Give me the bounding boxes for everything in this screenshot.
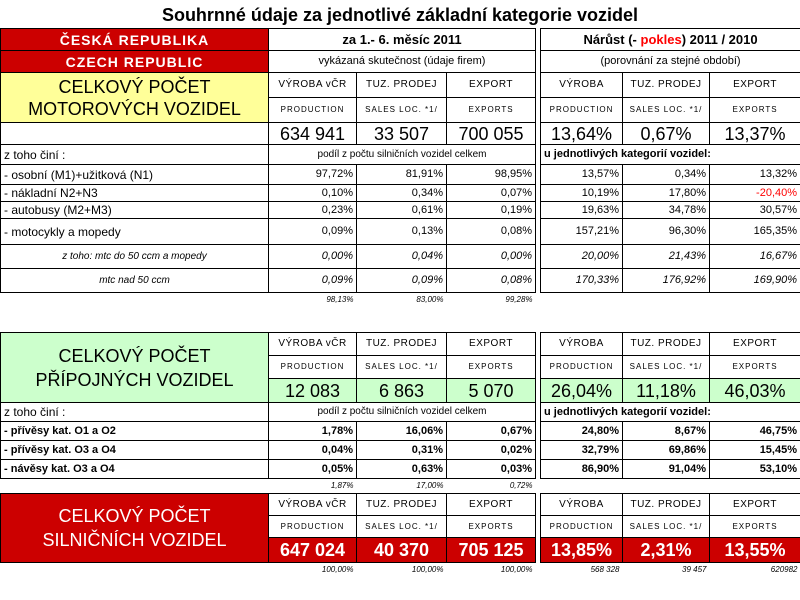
cell: 0,00% — [447, 245, 536, 269]
footnote: 568 328 — [590, 564, 620, 574]
road-vehicles-table — [0, 493, 800, 577]
cell: 16,06% — [357, 422, 447, 441]
cell: 0,09% — [269, 219, 357, 245]
road-label-2: SILNIČNÍCH VOZIDEL — [42, 530, 227, 550]
footnote: 39 457 — [682, 564, 707, 574]
col-export: EXPORT — [710, 73, 800, 98]
cell: 69,86% — [623, 441, 710, 460]
footnote: 620982 — [770, 564, 798, 574]
cell: 0,04% — [269, 441, 357, 460]
motor-vehicles-table — [0, 28, 800, 307]
cell: 0,04% — [357, 245, 447, 269]
col-exports: EXPORTS — [710, 98, 800, 123]
col-vyroba: VÝROBA — [541, 73, 623, 98]
growth-sub: (porovnání za stejné období) — [541, 51, 800, 73]
cell: 176,92% — [623, 269, 710, 293]
motor-label-1: CELKOVÝ POČET — [58, 76, 211, 97]
col-exports: EXPORTS — [447, 356, 536, 379]
cell: 0,19% — [447, 202, 536, 219]
row-label: - autobusy (M2+M3) — [1, 202, 269, 219]
footnote: 17,00% — [416, 480, 444, 490]
col-vyroba: VÝROBA — [541, 494, 623, 516]
total-value: 13,85% — [541, 538, 623, 563]
cell: 21,43% — [623, 245, 710, 269]
col-production: PRODUCTION — [269, 516, 357, 538]
col-production: PRODUCTION — [269, 356, 357, 379]
cell: 19,63% — [541, 202, 623, 219]
col-sales: SALES LOC. *1/ — [357, 356, 447, 379]
footnote: 99,28% — [505, 294, 533, 304]
cell: 0,05% — [269, 460, 357, 479]
cell: 96,30% — [623, 219, 710, 245]
cell: 169,90% — [710, 269, 800, 293]
col-production: PRODUCTION — [269, 98, 357, 123]
footnote: 98,13% — [326, 294, 354, 304]
table-row — [1, 422, 800, 441]
cell: 17,80% — [623, 185, 710, 202]
footnote: 100,00% — [411, 564, 444, 574]
cell: 0,61% — [357, 202, 447, 219]
total-value: 6 863 — [357, 379, 447, 403]
trailer-label-2: PŘÍPOJNÝCH VOZIDEL — [35, 369, 234, 390]
row-label: - nákladní N2+N3 — [1, 185, 269, 202]
category-label: u jednotlivých kategorií vozidel: — [541, 145, 800, 165]
cell: 98,95% — [447, 165, 536, 185]
motor-label-2: MOTOROVÝCH VOZIDEL — [28, 98, 241, 119]
col-tuz: TUZ. PRODEJ — [357, 494, 447, 516]
col-tuz: TUZ. PRODEJ — [357, 333, 447, 356]
col-vyroba: VÝROBA — [541, 333, 623, 356]
growth-label-pre: Nárůst (- — [583, 32, 637, 47]
table-row — [1, 165, 800, 185]
cell: 46,75% — [710, 422, 800, 441]
country-en: CZECH REPUBLIC — [1, 51, 269, 73]
cell: 0,09% — [357, 269, 447, 293]
share-label: podíl z počtu silničních vozidel celkem — [269, 403, 536, 422]
total-value: 634 941 — [269, 123, 357, 145]
cell: 30,57% — [710, 202, 800, 219]
col-tuz: TUZ. PRODEJ — [623, 494, 710, 516]
total-value: 700 055 — [447, 123, 536, 145]
col-sales: SALES LOC. *1/ — [623, 356, 710, 379]
category-label: u jednotlivých kategorií vozidel: — [541, 403, 800, 422]
total-value: 13,55% — [710, 538, 800, 563]
col-vyroba-cr: VÝROBA vČR — [269, 494, 357, 516]
total-value: 647 024 — [269, 538, 357, 563]
footnote-row — [1, 479, 800, 493]
cell-negative: -20,40% — [710, 185, 800, 202]
col-exports: EXPORTS — [447, 516, 536, 538]
total-value: 5 070 — [447, 379, 536, 403]
table-row — [1, 202, 800, 219]
footnote: 100,00% — [321, 564, 354, 574]
share-label: podíl z počtu silničních vozidel celkem — [269, 145, 536, 165]
cell: 0,23% — [269, 202, 357, 219]
cell: 0,08% — [447, 269, 536, 293]
cell: 0,07% — [447, 185, 536, 202]
row-label: - návěsy kat. O3 a O4 — [1, 460, 269, 479]
row-label: z toho: mtc do 50 ccm a mopedy — [1, 245, 269, 269]
cell: 24,80% — [541, 422, 623, 441]
cell: 86,90% — [541, 460, 623, 479]
col-export: EXPORT — [447, 333, 536, 356]
motor-totals-row — [1, 123, 800, 145]
table-subrow — [1, 245, 800, 269]
cell: 0,09% — [269, 269, 357, 293]
cell: 8,67% — [623, 422, 710, 441]
cell: 34,78% — [623, 202, 710, 219]
period-sub: vykázaná skutečnost (údaje firem) — [269, 51, 536, 73]
row-label: mtc nad 50 ccm — [1, 269, 269, 293]
col-sales: SALES LOC. *1/ — [623, 98, 710, 123]
cell: 1,78% — [269, 422, 357, 441]
table-row — [1, 441, 800, 460]
cell: 0,03% — [447, 460, 536, 479]
growth-label-post: ) 2011 / 2010 — [681, 32, 758, 47]
road-label — [1, 494, 269, 563]
cell: 0,67% — [447, 422, 536, 441]
cell: 20,00% — [541, 245, 623, 269]
total-value: 46,03% — [710, 379, 800, 403]
table-row — [1, 185, 800, 202]
cell: 15,45% — [710, 441, 800, 460]
col-sales: SALES LOC. *1/ — [357, 516, 447, 538]
col-exports: EXPORTS — [447, 98, 536, 123]
table-row — [1, 219, 800, 245]
cell: 0,34% — [357, 185, 447, 202]
total-value: 26,04% — [541, 379, 623, 403]
cell: 10,19% — [541, 185, 623, 202]
total-value: 40 370 — [357, 538, 447, 563]
col-production: PRODUCTION — [541, 516, 623, 538]
col-sales: SALES LOC. *1/ — [623, 516, 710, 538]
cell: 0,08% — [447, 219, 536, 245]
footnote-row — [1, 563, 800, 577]
total-value: 0,67% — [623, 123, 710, 145]
growth-label-red: pokles — [640, 32, 682, 47]
col-sales: SALES LOC. *1/ — [357, 98, 447, 123]
report-title: Souhrnné údaje za jednotlivé základní kategorie vozidel — [161, 5, 639, 25]
cell: 170,33% — [541, 269, 623, 293]
footnote: 1,87% — [330, 480, 354, 490]
cell: 157,21% — [541, 219, 623, 245]
period-label: za 1.- 6. měsíc 2011 — [269, 29, 536, 51]
total-value: 11,18% — [623, 379, 710, 403]
col-production: PRODUCTION — [541, 98, 623, 123]
col-exports: EXPORTS — [710, 356, 800, 379]
growth-label — [541, 29, 800, 51]
road-label-1: CELKOVÝ POČET — [58, 506, 211, 526]
col-vyroba-cr: VÝROBA vČR — [269, 73, 357, 98]
z-toho-label: z toho činí : — [1, 403, 269, 422]
total-value: 13,64% — [541, 123, 623, 145]
total-value: 13,37% — [710, 123, 800, 145]
footnote: 83,00% — [416, 294, 444, 304]
col-production: PRODUCTION — [541, 356, 623, 379]
col-vyroba-cr: VÝROBA vČR — [269, 333, 357, 356]
cell: 0,34% — [623, 165, 710, 185]
cell: 0,31% — [357, 441, 447, 460]
col-tuz: TUZ. PRODEJ — [623, 73, 710, 98]
footnote: 100,00% — [500, 564, 533, 574]
cell: 32,79% — [541, 441, 623, 460]
country-cz: ČESKÁ REPUBLIKA — [1, 29, 269, 51]
cell: 0,00% — [269, 245, 357, 269]
col-export: EXPORT — [447, 494, 536, 516]
total-value: 2,31% — [623, 538, 710, 563]
row-label: - osobní (M1)+užitková (N1) — [1, 165, 269, 185]
total-value: 705 125 — [447, 538, 536, 563]
table-row — [1, 460, 800, 479]
col-exports: EXPORTS — [710, 516, 800, 538]
row-label: - přívěsy kat. O1 a O2 — [1, 422, 269, 441]
total-value: 33 507 — [357, 123, 447, 145]
footnote-row — [1, 293, 800, 307]
col-export: EXPORT — [710, 494, 800, 516]
col-export: EXPORT — [710, 333, 800, 356]
cell: 0,63% — [357, 460, 447, 479]
z-toho-label: z toho činí : — [1, 145, 269, 165]
cell: 53,10% — [710, 460, 800, 479]
cell: 0,02% — [447, 441, 536, 460]
row-label: - motocykly a mopedy — [1, 219, 269, 245]
cell: 91,04% — [623, 460, 710, 479]
table-subrow — [1, 269, 800, 293]
col-tuz: TUZ. PRODEJ — [357, 73, 447, 98]
footnote: 0,72% — [509, 480, 533, 490]
trailers-table — [0, 332, 800, 493]
cell: 13,32% — [710, 165, 800, 185]
motor-label — [1, 73, 269, 123]
cell: 0,10% — [269, 185, 357, 202]
cell: 13,57% — [541, 165, 623, 185]
row-label: - přívěsy kat. O3 a O4 — [1, 441, 269, 460]
cell: 16,67% — [710, 245, 800, 269]
trailer-label-1: CELKOVÝ POČET — [58, 345, 211, 366]
col-export: EXPORT — [447, 73, 536, 98]
cell: 165,35% — [710, 219, 800, 245]
cell: 97,72% — [269, 165, 357, 185]
cell: 0,13% — [357, 219, 447, 245]
total-value: 12 083 — [269, 379, 357, 403]
cell: 81,91% — [357, 165, 447, 185]
col-tuz: TUZ. PRODEJ — [623, 333, 710, 356]
trailer-label — [1, 333, 269, 403]
